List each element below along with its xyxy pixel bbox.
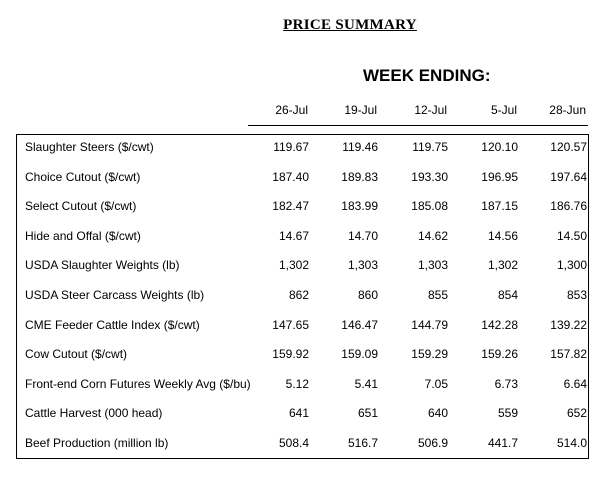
table-cell: 1,302 bbox=[487, 258, 518, 273]
table-row bbox=[17, 318, 588, 334]
column-header: 5-Jul bbox=[490, 103, 517, 117]
table-cell: 5.12 bbox=[285, 376, 309, 391]
table-cell: 5.41 bbox=[354, 376, 378, 391]
table-cell: 14.70 bbox=[347, 228, 378, 243]
table-row bbox=[17, 377, 588, 393]
table-cell: 196.95 bbox=[481, 169, 518, 184]
table-cell: 559 bbox=[497, 406, 518, 421]
table-cell: 120.10 bbox=[481, 140, 518, 154]
table-cell: 652 bbox=[566, 406, 587, 421]
table-cell: 640 bbox=[427, 406, 448, 421]
table-cell: 508.4 bbox=[278, 436, 309, 450]
row-label: Choice Cutout ($/cwt) bbox=[25, 169, 141, 184]
table-cell: 197.64 bbox=[550, 169, 587, 184]
table-cell: 14.67 bbox=[278, 228, 309, 243]
table-cell: 142.28 bbox=[481, 317, 518, 332]
table-cell: 853 bbox=[566, 288, 587, 302]
table-cell: 1,302 bbox=[278, 258, 309, 273]
page-title: PRICE SUMMARY bbox=[283, 17, 417, 33]
table-cell: 6.73 bbox=[494, 376, 518, 391]
table-cell: 157.82 bbox=[550, 347, 587, 362]
table-cell: 860 bbox=[357, 288, 378, 302]
column-header: 12-Jul bbox=[414, 103, 447, 117]
week-ending-heading: WEEK ENDING: bbox=[363, 66, 491, 85]
table-cell: 159.09 bbox=[341, 347, 378, 362]
column-header-row bbox=[248, 103, 588, 126]
table-cell: 185.08 bbox=[411, 199, 448, 214]
row-label: Hide and Offal ($/cwt) bbox=[25, 228, 141, 243]
table-cell: 514.0 bbox=[556, 436, 587, 450]
table-cell: 1,303 bbox=[347, 258, 378, 273]
row-label: USDA Steer Carcass Weights (lb) bbox=[25, 288, 205, 302]
table-cell: 441.7 bbox=[487, 436, 518, 450]
price-table bbox=[16, 134, 589, 459]
table-cell: 146.47 bbox=[341, 317, 378, 332]
table-cell: 119.46 bbox=[342, 140, 378, 154]
table-cell: 159.26 bbox=[481, 347, 518, 362]
row-label: USDA Slaughter Weights (lb) bbox=[25, 258, 180, 273]
table-row bbox=[17, 347, 588, 363]
row-label: Slaughter Steers ($/cwt) bbox=[25, 140, 154, 154]
table-row bbox=[17, 229, 588, 245]
table-cell: 159.92 bbox=[272, 347, 309, 362]
table-row bbox=[17, 406, 588, 422]
table-cell: 186.76 bbox=[550, 199, 587, 214]
table-cell: 6.64 bbox=[563, 376, 587, 391]
table-cell: 1,300 bbox=[556, 258, 587, 273]
row-label: Front-end Corn Futures Weekly Avg ($/bu) bbox=[25, 376, 251, 391]
table-cell: 187.15 bbox=[481, 199, 518, 214]
table-cell: 862 bbox=[288, 288, 309, 302]
table-cell: 182.47 bbox=[272, 199, 309, 214]
table-cell: 187.40 bbox=[272, 169, 309, 184]
table-cell: 159.29 bbox=[411, 347, 448, 362]
table-row bbox=[17, 140, 588, 156]
column-header: 28-Jun bbox=[549, 103, 586, 117]
table-cell: 119.67 bbox=[273, 140, 309, 154]
table-cell: 516.7 bbox=[347, 436, 378, 450]
table-cell: 119.75 bbox=[412, 140, 448, 154]
table-cell: 120.57 bbox=[550, 140, 587, 154]
table-cell: 641 bbox=[288, 406, 309, 421]
table-cell: 193.30 bbox=[411, 169, 448, 184]
table-cell: 854 bbox=[497, 288, 518, 302]
table-cell: 506.9 bbox=[417, 436, 448, 450]
table-row bbox=[17, 288, 588, 304]
table-cell: 855 bbox=[427, 288, 448, 302]
table-cell: 139.22 bbox=[550, 317, 587, 332]
table-cell: 1,303 bbox=[417, 258, 448, 273]
table-cell: 7.05 bbox=[424, 376, 448, 391]
row-label: Select Cutout ($/cwt) bbox=[25, 199, 137, 214]
column-header: 26-Jul bbox=[275, 103, 308, 117]
table-cell: 14.56 bbox=[487, 228, 518, 243]
table-row bbox=[17, 436, 588, 452]
table-row bbox=[17, 170, 588, 186]
table-cell: 183.99 bbox=[341, 199, 378, 214]
table-row bbox=[17, 258, 588, 274]
row-label: Beef Production (million lb) bbox=[25, 436, 169, 450]
row-label: Cow Cutout ($/cwt) bbox=[25, 347, 128, 362]
row-label: CME Feeder Cattle Index ($/cwt) bbox=[25, 317, 200, 332]
table-cell: 651 bbox=[357, 406, 378, 421]
table-cell: 144.79 bbox=[411, 317, 448, 332]
table-cell: 189.83 bbox=[341, 169, 378, 184]
row-label: Cattle Harvest (000 head) bbox=[25, 406, 163, 421]
column-header: 19-Jul bbox=[344, 103, 377, 117]
table-cell: 147.65 bbox=[272, 317, 309, 332]
table-cell: 14.62 bbox=[417, 228, 448, 243]
table-cell: 14.50 bbox=[556, 228, 587, 243]
table-row bbox=[17, 199, 588, 215]
